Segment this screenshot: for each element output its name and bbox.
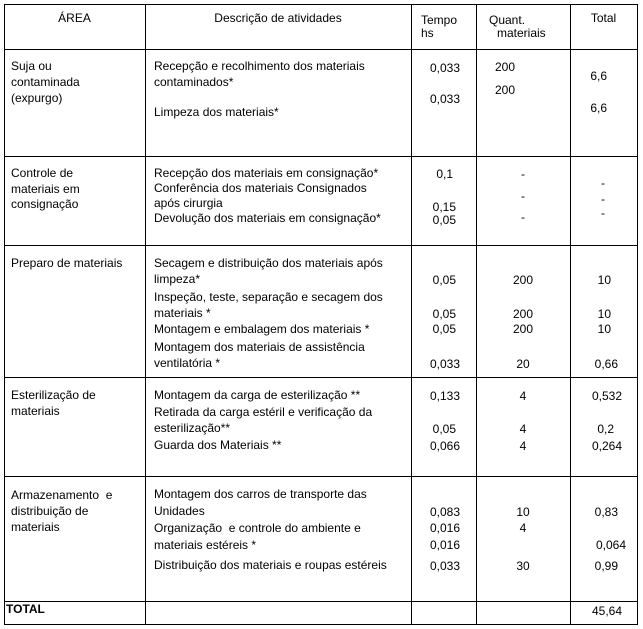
tempo-value: 0,016 bbox=[429, 521, 460, 535]
quant-value: - bbox=[521, 167, 525, 181]
quant-value: 200 bbox=[512, 307, 534, 321]
quant-value: 4 bbox=[519, 439, 527, 453]
activity-description: Recepção dos materiais em consignação* bbox=[154, 166, 379, 180]
table-border-top bbox=[4, 4, 637, 5]
activity-description: limpeza* bbox=[154, 272, 201, 286]
activity-description: Montagem dos materiais de assistência bbox=[154, 340, 365, 354]
row-area-label: materiais bbox=[11, 404, 60, 418]
tempo-value: 0,05 bbox=[432, 422, 456, 436]
tempo-value: 0,15 bbox=[432, 200, 456, 214]
row-area-label: contaminada bbox=[11, 75, 80, 89]
activity-description: Inspeção, teste, separação e secagem dos bbox=[154, 290, 383, 304]
total-value: - bbox=[601, 192, 605, 206]
header-tempo-unit: hs bbox=[421, 26, 434, 40]
row-area-label: Preparo de materiais bbox=[11, 256, 123, 270]
row-divider bbox=[4, 156, 637, 157]
quant-value: 4 bbox=[519, 422, 527, 436]
activity-description: materiais estéreis * bbox=[154, 538, 257, 552]
quant-value: 200 bbox=[512, 322, 534, 336]
activity-description: Recepção e recolhimento dos materiais bbox=[154, 59, 365, 73]
activity-description: Limpeza dos materiais* bbox=[154, 105, 279, 119]
row-area-label: consignação bbox=[11, 197, 79, 211]
tempo-value: 0,066 bbox=[429, 439, 460, 453]
activity-description: Guarda dos Materiais ** bbox=[154, 438, 282, 452]
activity-description: Retirada da carga estéril e verificação da bbox=[154, 405, 373, 419]
quant-value: 20 bbox=[516, 357, 530, 371]
header-quant-unit: materiais bbox=[497, 26, 546, 40]
tempo-value: 0,1 bbox=[436, 167, 453, 181]
total-value: 6,6 bbox=[590, 69, 607, 83]
tempo-value: 0,033 bbox=[429, 92, 460, 106]
total-value: - bbox=[601, 206, 605, 220]
quant-value: 30 bbox=[516, 559, 530, 573]
total-value: 0,532 bbox=[591, 389, 622, 403]
row-area-label: Armazenamento e bbox=[11, 488, 113, 502]
row-divider bbox=[4, 245, 637, 246]
activity-description: Distribuição dos materiais e roupas estéreis bbox=[154, 558, 387, 572]
grand-total-value: 45,64 bbox=[591, 604, 622, 618]
row-divider bbox=[4, 476, 637, 477]
tempo-value: 0,083 bbox=[429, 505, 460, 519]
activity-description: Montagem da carga de esterilização ** bbox=[154, 388, 361, 402]
tempo-value: 0,033 bbox=[429, 559, 460, 573]
tempo-value: 0,05 bbox=[432, 322, 456, 336]
tempo-value: 0,05 bbox=[432, 213, 456, 227]
activity-description: materiais * bbox=[154, 306, 211, 320]
total-value: - bbox=[601, 176, 605, 190]
table-border-right bbox=[637, 4, 638, 625]
quant-value: 10 bbox=[516, 505, 530, 519]
header-area: ÁREA bbox=[58, 11, 91, 25]
table-border-left bbox=[4, 4, 5, 625]
row-area-label: Controle de bbox=[11, 166, 74, 180]
activity-description: Conferência dos materiais Consignados bbox=[154, 181, 367, 195]
row-area-label: Suja ou bbox=[11, 59, 52, 73]
quant-value: 200 bbox=[512, 273, 534, 287]
row-area-label: (expurgo) bbox=[11, 91, 63, 105]
total-value: 10 bbox=[597, 307, 611, 321]
tempo-value: 0,05 bbox=[432, 307, 456, 321]
table-border-bottom bbox=[4, 624, 637, 625]
tempo-value: 0,05 bbox=[432, 273, 456, 287]
total-value: 0,064 bbox=[595, 538, 626, 552]
column-divider bbox=[145, 4, 146, 625]
tempo-value: 0,016 bbox=[429, 538, 460, 552]
row-area-label: distribuição de bbox=[11, 504, 89, 518]
quant-value: 200 bbox=[495, 60, 516, 74]
header-descricao: Descrição de atividades bbox=[214, 11, 342, 25]
row-area-label: materiais em bbox=[11, 182, 80, 196]
quant-value: 200 bbox=[495, 83, 516, 97]
total-value: 0,66 bbox=[594, 357, 618, 371]
header-quant: Quant. bbox=[489, 13, 526, 27]
tempo-value: 0,033 bbox=[429, 357, 460, 371]
total-value: 0,99 bbox=[594, 559, 618, 573]
row-area-label: materiais bbox=[11, 520, 60, 534]
tempo-value: 0,033 bbox=[429, 61, 460, 75]
quant-value: 4 bbox=[519, 389, 527, 403]
quant-value: - bbox=[521, 210, 525, 224]
row-divider bbox=[4, 377, 637, 378]
total-value: 6,6 bbox=[590, 101, 607, 115]
header-tempo: Tempo bbox=[421, 13, 458, 27]
total-value: 0,2 bbox=[597, 422, 614, 436]
header-total: Total bbox=[590, 11, 617, 25]
activity-description: Devolução dos materiais em consignação* bbox=[154, 211, 381, 225]
activity-description: Unidades bbox=[154, 504, 205, 518]
activity-description: após cirurgia bbox=[154, 196, 223, 210]
quant-value: - bbox=[521, 189, 525, 203]
activity-description: ventilatória * bbox=[154, 356, 221, 370]
grand-total-label: TOTAL bbox=[6, 602, 45, 616]
row-area-label: Esterilização de bbox=[11, 388, 96, 402]
activity-description: Montagem dos carros de transporte das bbox=[154, 487, 367, 501]
header-row-divider bbox=[4, 49, 637, 50]
activity-description: esterilização** bbox=[154, 421, 231, 435]
row-divider bbox=[4, 601, 637, 602]
activity-description: Secagem e distribuição dos materiais após bbox=[154, 256, 383, 270]
total-value: 0,264 bbox=[591, 439, 622, 453]
quant-value: 4 bbox=[519, 521, 527, 535]
activity-description: contaminados* bbox=[154, 75, 234, 89]
activity-description: Montagem e embalagem dos materiais * bbox=[154, 322, 370, 336]
total-value: 10 bbox=[597, 322, 611, 336]
activity-description: Organização e controle do ambiente e bbox=[154, 521, 361, 535]
tempo-value: 0,133 bbox=[429, 389, 460, 403]
total-value: 0,83 bbox=[594, 505, 618, 519]
total-value: 10 bbox=[597, 273, 611, 287]
